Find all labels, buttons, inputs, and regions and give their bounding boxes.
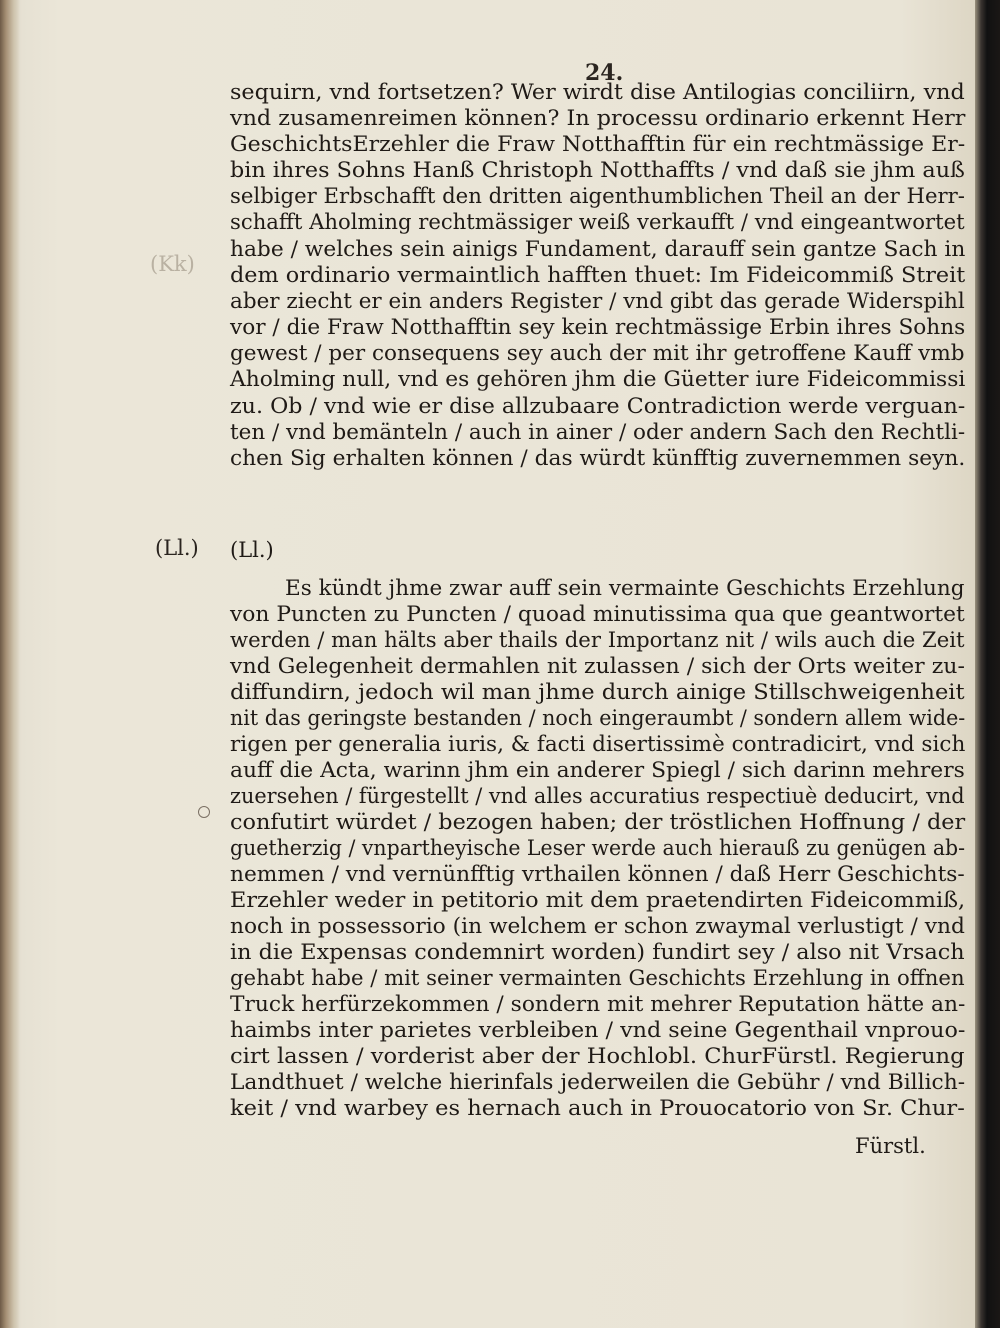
text-line: rigen per generalia iuris, & facti disertissimè contradicirt, vnd sich <box>230 732 966 756</box>
text-line: gewest / per consequens sey auch der mit ihr getroffene Kauff vmb <box>230 341 965 365</box>
margin-mark-kk: (Kk) <box>150 252 195 276</box>
text-line: nemmen / vnd vernünfftig vrthailen können / daß Herr Geschichts- <box>230 862 965 886</box>
text-line: Truck herfürzekommen / sondern mit mehrer Reputation hätte an- <box>230 992 966 1016</box>
text-line: confutirt würdet / bezogen haben; der tröstlichen Hoffnung / der <box>230 810 966 834</box>
text-line: keit / vnd warbey es hernach auch in Prouocatorio von Sr. Chur- <box>230 1096 965 1120</box>
catchword: Fürstl. <box>855 1134 926 1158</box>
text-line: dem ordinario vermaintlich hafften thuet: Im Fideicommiß Streit <box>230 263 966 287</box>
section-mark-ll: (Ll.) <box>230 538 274 562</box>
page-gutter <box>0 0 20 1328</box>
text-line: auff die Acta, warinn jhm ein anderer Spiegl / sich darinn mehrers <box>230 758 965 782</box>
text-line: bin ihres Sohns Hanß Christoph Notthaffts / vnd daß sie jhm auß <box>230 158 965 182</box>
text-line: ten / vnd bemänteln / auch in ainer / oder andern Sach den Rechtli- <box>230 420 966 444</box>
text-line: zuersehen / fürgestellt / vnd alles accuratius respectiuè deducirt, vnd <box>230 784 965 808</box>
text-line: werden / man hälts aber thails der Importanz nit / wils auch die Zeit <box>230 628 965 652</box>
text-line: vnd Gelegenheit dermahlen nit zulassen / sich der Orts weiter zu- <box>230 654 965 678</box>
text-line: schafft Aholming rechtmässiger weiß verkaufft / vnd eingeantwortet <box>230 210 965 234</box>
text-line: aber ziecht er ein anders Register / vnd gibt das gerade Widerspihl <box>230 289 965 313</box>
text-line: Aholming null, vnd es gehören jhm die Güetter iure Fideicommissi <box>230 367 966 391</box>
margin-mark-ll: (Ll.) <box>155 536 199 560</box>
text-line: chen Sig erhalten können / das würdt künfftig zuvernemmen seyn. <box>230 446 966 470</box>
text-line: Landthuet / welche hierinfals jederweilen die Gebühr / vnd Billich- <box>230 1070 966 1094</box>
text-line: cirt lassen / vorderist aber der Hochlobl. ChurFürstl. Regierung <box>230 1044 965 1068</box>
text-line: Es kündt jhme zwar auff sein vermainte Geschichts Erzehlung <box>285 576 965 600</box>
page-number: 24. <box>585 60 624 86</box>
text-line: sequirn, vnd fortsetzen? Wer wirdt dise Antilogias conciliirn, vnd <box>230 80 965 104</box>
text-line: haimbs inter parietes verbleiben / vnd seine Gegenthail vnprouo- <box>230 1018 966 1042</box>
text-line: guetherzig / vnpartheyische Leser werde auch hierauß zu genügen ab- <box>230 836 966 860</box>
text-line: von Puncten zu Puncten / quoad minutissima qua que geantwortet <box>230 602 965 626</box>
book-binding-edge <box>975 0 1000 1328</box>
text-line: diffundirn, jedoch wil man jhme durch ainige Stillschweigenheit <box>230 680 965 704</box>
text-line: Erzehler weder in petitorio mit dem praetendirten Fideicommiß, <box>230 888 966 912</box>
text-line: selbiger Erbschafft den dritten aigenthumblichen Theil an der Herr- <box>230 184 965 208</box>
text-line: noch in possessorio (in welchem er schon zwaymal verlustigt / vnd <box>230 914 965 938</box>
text-line: in die Expensas condemnirt worden) fundirt sey / also nit Vrsach <box>230 940 965 964</box>
text-line: habe / welches sein ainigs Fundament, darauff sein gantze Sach in <box>230 237 966 261</box>
text-line: nit das geringste bestanden / noch eingeraumbt / sondern allem wide- <box>230 706 966 730</box>
text-line: vor / die Fraw Notthafftin sey kein rechtmässige Erbin ihres Sohns <box>230 315 966 339</box>
text-line: vnd zusamenreimen können? In processu ordinario erkennt Herr <box>230 106 966 130</box>
margin-ornament-icon <box>198 806 210 818</box>
text-line: GeschichtsErzehler die Fraw Notthafftin für ein rechtmässige Er- <box>230 132 966 156</box>
text-line: zu. Ob / vnd wie er dise allzubaare Contradiction werde verguan- <box>230 394 966 418</box>
text-line: gehabt habe / mit seiner vermainten Geschichts Erzehlung in offnen <box>230 966 965 990</box>
